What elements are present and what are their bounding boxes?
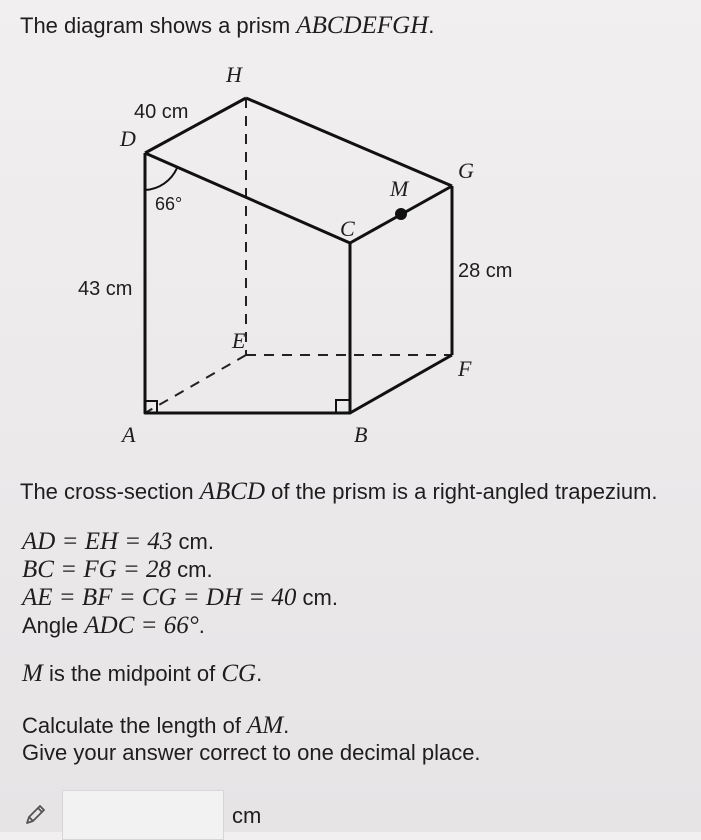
right-angle-B [336, 400, 350, 413]
vertex-E-label: E [232, 328, 246, 353]
fact-ae-bf-cg-dh [22, 584, 338, 612]
face-ABCD [145, 153, 350, 413]
fact3-unit: cm. [296, 585, 338, 610]
mid-text: is the midpoint of [42, 661, 222, 686]
vertex-D-label: D [120, 126, 136, 151]
fact-angle-adc [22, 612, 205, 640]
midpoint-statement [22, 660, 262, 688]
calc-math: AM [247, 712, 284, 739]
mid-math-2: CG [221, 660, 257, 687]
cross-section-statement [20, 478, 658, 506]
calc-end: . [283, 713, 290, 738]
precision-instruction: Give your answer correct to one decimal place. [22, 740, 481, 765]
prism-diagram [0, 55, 560, 455]
vertex-B-label: B [354, 422, 368, 447]
vertex-F-label: F [458, 356, 472, 381]
hidden-edges [145, 98, 452, 413]
fact4-math: ADC = 66° [84, 612, 199, 639]
fact4-end: . [198, 613, 205, 638]
length-AD-label: 43 cm [78, 278, 133, 300]
intro-prism-name: ABCDEFGH [296, 12, 429, 39]
intro-text: The diagram shows a prism [20, 13, 297, 38]
length-FG-label: 28 cm [458, 260, 513, 282]
vertex-A-label: A [122, 422, 136, 447]
vertex-H-label: H [226, 62, 242, 87]
fact3-math: AE = BF = CG = DH = 40 [22, 584, 297, 611]
length-DH-label: 40 cm [134, 101, 189, 123]
answer-unit-label: cm [232, 803, 262, 828]
fact1-math: AD = EH = 43 [22, 528, 173, 555]
intro-end: . [428, 13, 435, 38]
calc-text: Calculate the length of [22, 713, 248, 738]
cross-text-1: The cross-section [20, 479, 200, 504]
angle-arc-D [145, 168, 177, 190]
edge-AE [145, 355, 246, 413]
fact-ad-eh [22, 528, 214, 556]
vertex-C-label: C [340, 216, 355, 241]
pencil-icon[interactable] [22, 802, 48, 828]
mid-end: . [256, 661, 263, 686]
cross-math: ABCD [199, 478, 266, 505]
fact2-unit: cm. [171, 557, 213, 582]
mid-math-1: M [22, 660, 43, 687]
angle-ADC-label: 66° [155, 194, 183, 214]
cross-text-2: of the prism is a right-angled trapezium. [265, 479, 658, 504]
question-intro [20, 12, 434, 40]
right-angle-markers [145, 400, 350, 413]
vertex-M-label: M [390, 176, 409, 201]
fact-bc-fg [22, 556, 213, 584]
edge-HG [246, 98, 452, 186]
fact2-math: BC = FG = 28 [22, 556, 172, 583]
visible-edges [145, 98, 452, 413]
answer-input[interactable] [62, 790, 224, 840]
fact1-unit: cm. [172, 529, 214, 554]
midpoint-M-dot [395, 208, 407, 220]
edge-BF [350, 355, 452, 413]
vertex-G-label: G [458, 158, 474, 183]
fact4-text: Angle [22, 613, 85, 638]
task-statement [22, 712, 289, 740]
